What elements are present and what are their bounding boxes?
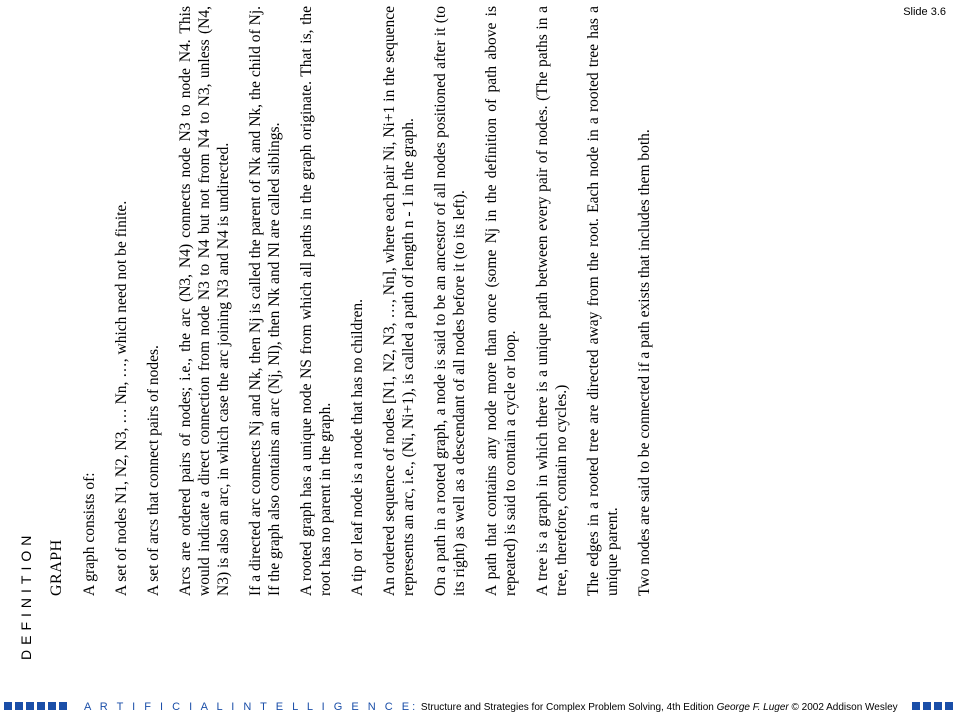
definition-paragraph: A tip or leaf node is a node that has no children. (349, 298, 366, 596)
definition-paragraph: A path that contains any node more than once (some Nj in the definition of path above is repeated) is said to contain a cycle or loop. (483, 6, 519, 596)
slide-number: Slide 3.6 (903, 6, 946, 18)
decor-square (4, 702, 12, 710)
definition-paragraph: A set of arcs that connect pairs of nodes. (145, 345, 162, 596)
decor-square (59, 702, 67, 710)
decor-square (26, 702, 34, 710)
definition-block (18, 0, 798, 660)
definition-paragraph: A set of nodes N1, N2, N3, … Nn, …, which need not be finite. (113, 200, 130, 596)
decor-square (934, 702, 942, 710)
decor-square (48, 702, 56, 710)
slide-footer (0, 698, 960, 718)
decor-square (912, 702, 920, 710)
decor-square (923, 702, 931, 710)
definition-paragraph: A tree is a graph in which there is a unique path between every pair of nodes. (The paths in a tree, therefore, contain no cycles.) (534, 6, 570, 596)
definition-paragraph: A graph consists of: (81, 472, 98, 596)
definition-title: GRAPH (48, 539, 65, 596)
definition-paragraph: Arcs are ordered pairs of nodes; i.e., the arc (N3, N4) connects node N3 to node N4. This would indicate a direct connection from node N3 to N4 but not from N4 to N3, unless (N4, N3) is also an arc, in which case the arc joining N3 and N4 is undirected. (177, 6, 232, 596)
footer-copyright: © 2002 Addison Wesley (788, 702, 898, 713)
decor-square (37, 702, 45, 710)
definition-paragraph: Two nodes are said to be connected if a path exists that includes them both. (636, 129, 653, 596)
definition-header: DEFINITION (18, 530, 34, 660)
footer-squares-right (912, 702, 956, 713)
definition-paragraph: An ordered sequence of nodes [N1, N2, N3, …, Nn], where each pair Ni, Ni+1 in the sequence represents an arc, i.e., (Ni, Ni+1), is called a path of length n - 1 in the graph. (381, 6, 417, 596)
decor-square (945, 702, 953, 710)
definition-paragraph: The edges in a rooted tree are directed away from the root. Each node in a rooted tree has a unique parent. (585, 6, 621, 596)
definition-paragraph: On a path in a rooted graph, a node is said to be an ancestor of all nodes positioned after it (to its right) as well as a descendant of all nodes before it (to its left). (432, 6, 468, 596)
definition-paragraph: If a directed arc connects Nj and Nk, then Nj is called the parent of Nk and Nk, the child of Nj. If the graph also contains an arc (Nj, Nl), then Nk and Nl are called siblings. (247, 6, 283, 596)
footer-author: George F. Luger (716, 702, 789, 713)
footer-subtitle: Structure and Strategies for Complex Problem Solving, 4th Edition (418, 702, 717, 713)
footer-brand: A R T I F I C I A L I N T E L L I G E N C E: (84, 701, 419, 713)
definition-paragraph: A rooted graph has a unique node NS from which all paths in the graph originate. That is, the root has no parent in the graph. (298, 6, 334, 596)
definition-list (80, 6, 667, 596)
decor-square (15, 702, 23, 710)
footer-text (84, 701, 898, 713)
footer-squares-left (4, 702, 70, 713)
